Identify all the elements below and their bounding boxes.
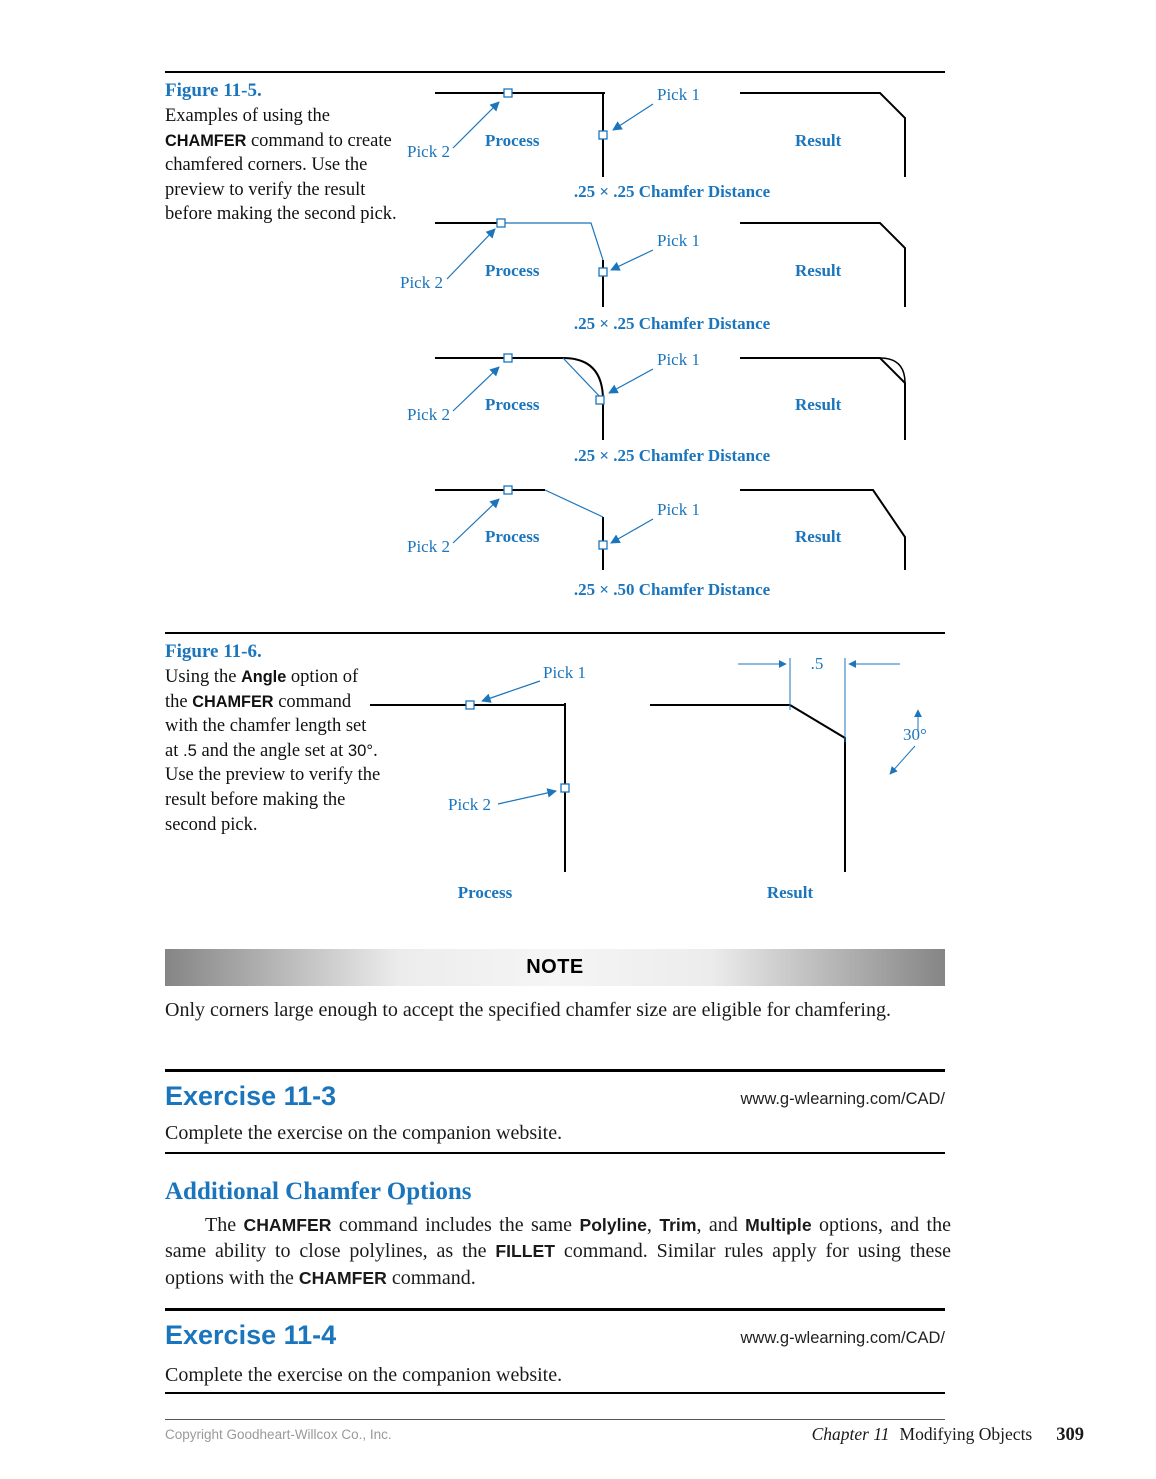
chamfer-distance-label: .25 × .25 Chamfer Distance — [573, 314, 771, 333]
caption-text: option of the — [165, 667, 359, 712]
option-trim: Trim — [659, 1215, 697, 1235]
figure5-row1-diagram — [395, 80, 945, 210]
paragraph-text: command includes the same — [331, 1214, 580, 1236]
pick2-label: Pick 2 — [448, 795, 491, 814]
footer-chapter-number: Chapter 11 — [811, 1424, 890, 1444]
figure5-label: Figure 11-5. — [165, 80, 262, 101]
process-label: Process — [485, 261, 540, 280]
section-paragraph — [165, 1212, 951, 1291]
leader-lines — [453, 499, 653, 543]
figure6-label: Figure 11-6. — [165, 641, 262, 662]
footer-chapter-title: Modifying Objects — [899, 1424, 1033, 1444]
caption-option-angle: Angle — [241, 668, 287, 686]
result-label: Result — [766, 883, 814, 902]
caption-value-angle: 30° — [347, 740, 374, 760]
process-label: Process — [485, 131, 540, 150]
pick2-label: Pick 2 — [400, 273, 443, 292]
leader-lines — [453, 367, 653, 411]
chamfer-preview-line — [505, 223, 603, 260]
caption-text: command with the chamfer length set at — [165, 691, 367, 761]
result-label: Result — [795, 395, 842, 414]
exercise4-top-rule — [165, 1308, 945, 1311]
pick2-label: Pick 2 — [407, 537, 450, 556]
paragraph-text: , and — [696, 1214, 746, 1236]
footer-rule — [165, 1419, 945, 1420]
exercise4-text: Complete the exercise on the companion website. — [165, 1364, 563, 1386]
exercise3-title: Exercise 11-3 — [165, 1081, 337, 1111]
footer-chapter-info — [812, 1424, 1084, 1446]
caption-text: Examples of using the — [165, 106, 330, 126]
paragraph-text: command. Similar rules apply for using these options with the — [165, 1240, 951, 1289]
process-label: Process — [485, 395, 540, 414]
figure6-diagram — [370, 650, 945, 912]
exercise4-title: Exercise 11-4 — [165, 1320, 337, 1350]
figure5-row4-diagram — [395, 477, 945, 612]
footer-copyright: Copyright Goodheart-Willcox Co., Inc. — [165, 1427, 392, 1442]
pick2-label: Pick 2 — [407, 142, 450, 161]
caption-text: Using the — [165, 667, 242, 687]
option-multiple: Multiple — [745, 1215, 812, 1235]
caption-value-length: .5 — [182, 740, 197, 760]
note-title: NOTE — [526, 956, 584, 978]
command-chamfer: CHAMFER — [298, 1267, 387, 1288]
pick1-label: Pick 1 — [543, 663, 586, 682]
note-text: Only corners large enough to accept the specified chamfer size are eligible for chamfering. — [165, 999, 891, 1021]
process-label: Process — [457, 883, 513, 902]
paragraph-text: command. — [386, 1266, 476, 1289]
dimension-lines — [738, 658, 918, 774]
figure5-caption-block — [165, 80, 413, 227]
chamfer-distance-label: .25 × .50 Chamfer Distance — [573, 580, 771, 599]
pick2-label: Pick 2 — [407, 405, 450, 424]
figure5-row3-diagram — [395, 345, 945, 475]
grip-boxes — [466, 701, 569, 792]
caption-text: . Use the preview to verify the result before making the second pick. — [165, 740, 381, 835]
option-polyline: Polyline — [579, 1215, 647, 1235]
exercise4-bottom-rule — [165, 1392, 945, 1394]
figure6-caption-block — [165, 641, 383, 837]
exercise3-url: www.g-wlearning.com/CAD/ — [740, 1090, 945, 1108]
figure5-row2-diagram — [395, 212, 945, 342]
chamfer-distance-label: .25 × .25 Chamfer Distance — [573, 446, 771, 465]
figure6-top-rule — [165, 632, 945, 634]
leader-lines — [447, 229, 653, 279]
command-chamfer: CHAMFER — [243, 1215, 332, 1235]
figure5-diagrams — [395, 80, 945, 625]
paragraph-text: options, and the same ability to close polylines, as the — [165, 1214, 951, 1263]
process-geometry — [370, 703, 565, 872]
figure6-caption — [165, 665, 383, 837]
figure5-top-rule — [165, 71, 945, 73]
pick1-label: Pick 1 — [657, 85, 700, 104]
caption-text: and the angle set at — [196, 740, 348, 761]
result-label: Result — [795, 527, 842, 546]
leader-lines — [453, 102, 653, 148]
footer-page-number: 309 — [1056, 1425, 1084, 1445]
result-label: Result — [795, 261, 842, 280]
pick1-label: Pick 1 — [657, 350, 700, 369]
caption-command-chamfer: CHAMFER — [192, 692, 274, 711]
pick1-label: Pick 1 — [657, 231, 700, 250]
command-fillet: FILLET — [495, 1241, 556, 1262]
exercise3-top-rule — [165, 1069, 945, 1072]
leader-lines — [482, 681, 556, 804]
section-heading: Additional Chamfer Options — [165, 1178, 472, 1205]
exercise4-url: www.g-wlearning.com/CAD/ — [740, 1329, 945, 1347]
length-dimension-value: .5 — [810, 654, 824, 673]
caption-text: command to create chamfered corners. Use the preview to verify the result before making the second pick. — [165, 130, 397, 225]
exercise3-text: Complete the exercise on the companion website. — [165, 1122, 563, 1144]
chamfer-preview-line — [545, 490, 603, 517]
paragraph-text: The — [205, 1214, 244, 1236]
exercise3-bottom-rule — [165, 1152, 945, 1154]
pick1-label: Pick 1 — [657, 500, 700, 519]
chamfer-distance-label: .25 × .25 Chamfer Distance — [573, 182, 771, 201]
note-banner — [165, 949, 945, 986]
result-label: Result — [795, 131, 842, 150]
angle-dimension-value: 30° — [903, 725, 927, 744]
paragraph-text: , — [646, 1214, 660, 1236]
result-geometry — [650, 705, 845, 872]
process-label: Process — [485, 527, 540, 546]
chamfer-preview-line — [563, 358, 603, 400]
caption-command-chamfer: CHAMFER — [165, 131, 247, 150]
figure5-caption — [165, 104, 413, 227]
